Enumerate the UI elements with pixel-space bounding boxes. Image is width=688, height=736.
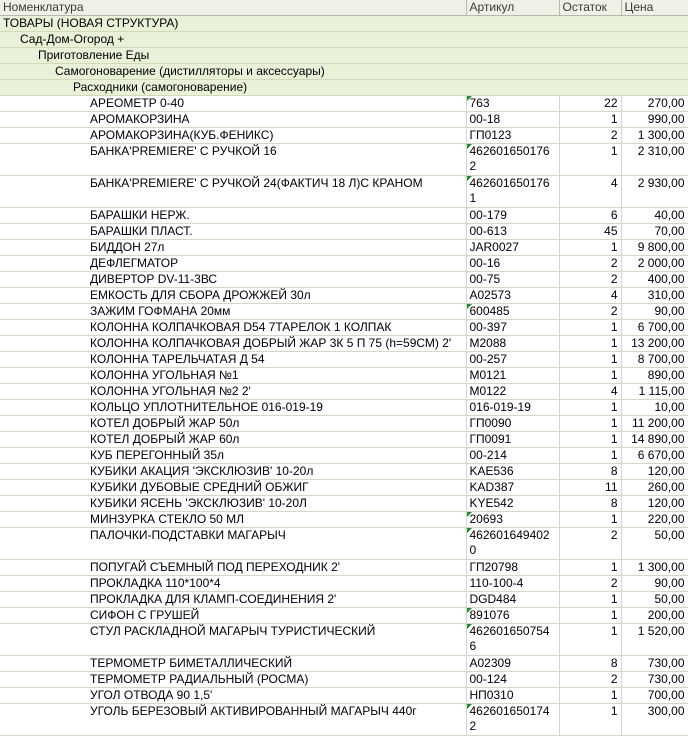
table-row[interactable] — [0, 512, 688, 528]
table-row[interactable] — [0, 288, 688, 304]
cell-price: 70,00 — [621, 224, 688, 240]
cell-article: DGD484 — [466, 592, 559, 608]
cell-article: 00-397 — [466, 320, 559, 336]
table-row[interactable] — [0, 112, 688, 128]
cell-article: 00-16 — [466, 256, 559, 272]
cell-name: БАНКА'PREMIERE' С РУЧКОЙ 16 — [0, 144, 466, 176]
cell-name: БАНКА'PREMIERE' С РУЧКОЙ 24(ФАКТИЧ 18 Л)С КРАНОМ — [0, 176, 466, 208]
cell-price: 6 670,00 — [621, 448, 688, 464]
cell-stock: 1 — [559, 368, 621, 384]
cell-price: 730,00 — [621, 672, 688, 688]
cell-price: 260,00 — [621, 480, 688, 496]
table-row[interactable] — [0, 656, 688, 672]
cell-price: 90,00 — [621, 304, 688, 320]
cell-price: 120,00 — [621, 496, 688, 512]
cell-price: 50,00 — [621, 592, 688, 608]
cell-article: M0121 — [466, 368, 559, 384]
cell-article: 00-18 — [466, 112, 559, 128]
cell-name: АРОМАКОРЗИНА — [0, 112, 466, 128]
column-header-stock[interactable]: Остаток — [559, 0, 621, 16]
cell-price: 40,00 — [621, 208, 688, 224]
table-row[interactable] — [0, 368, 688, 384]
cell-price: 50,00 — [621, 528, 688, 560]
group-label: Расходники (самогоноварение) — [0, 80, 688, 96]
cell-stock: 1 — [559, 112, 621, 128]
cell-name: КУБИКИ ДУБОВЫЕ СРЕДНИЙ ОБЖИГ — [0, 480, 466, 496]
cell-stock: 2 — [559, 128, 621, 144]
cell-price: 6 700,00 — [621, 320, 688, 336]
cell-price: 120,00 — [621, 464, 688, 480]
table-row[interactable] — [0, 240, 688, 256]
cell-price: 700,00 — [621, 688, 688, 704]
cell-article: 00-179 — [466, 208, 559, 224]
cell-name: ПРОКЛАДКА ДЛЯ КЛАМП-СОЕДИНЕНИЯ 2' — [0, 592, 466, 608]
cell-article: 4626016501761 — [466, 176, 559, 208]
cell-article: 00-75 — [466, 272, 559, 288]
cell-name: АРЕОМЕТР 0-40 — [0, 96, 466, 112]
cell-stock: 1 — [559, 688, 621, 704]
cell-price: 14 890,00 — [621, 432, 688, 448]
table-row[interactable] — [0, 336, 688, 352]
cell-article: ГП0123 — [466, 128, 559, 144]
cell-stock: 6 — [559, 208, 621, 224]
table-row[interactable] — [0, 208, 688, 224]
cell-price: 730,00 — [621, 656, 688, 672]
column-header-name[interactable]: Номенклатура — [0, 0, 466, 16]
cell-article: ГП20798 — [466, 560, 559, 576]
table-row[interactable] — [0, 704, 688, 736]
cell-article: M0122 — [466, 384, 559, 400]
cell-price: 890,00 — [621, 368, 688, 384]
cell-price: 220,00 — [621, 512, 688, 528]
cell-name: КОЛЬЦО УПЛОТНИТЕЛЬНОЕ 016-019-19 — [0, 400, 466, 416]
cell-price: 90,00 — [621, 576, 688, 592]
cell-stock: 2 — [559, 528, 621, 560]
group-row[interactable] — [0, 32, 688, 48]
cell-stock: 1 — [559, 144, 621, 176]
column-header-price[interactable]: Цена — [621, 0, 688, 16]
cell-article: НП0310 — [466, 688, 559, 704]
cell-stock: 1 — [559, 240, 621, 256]
cell-article: KAE536 — [466, 464, 559, 480]
cell-article: A02309 — [466, 656, 559, 672]
cell-price: 11 200,00 — [621, 416, 688, 432]
table-row[interactable] — [0, 608, 688, 624]
group-row[interactable] — [0, 16, 688, 32]
cell-stock: 1 — [559, 512, 621, 528]
cell-article: M2088 — [466, 336, 559, 352]
cell-name: СТУЛ РАСКЛАДНОЙ МАГАРЫЧ ТУРИСТИЧЕСКИЙ — [0, 624, 466, 656]
cell-price: 310,00 — [621, 288, 688, 304]
cell-price: 200,00 — [621, 608, 688, 624]
cell-price: 10,00 — [621, 400, 688, 416]
cell-price: 300,00 — [621, 704, 688, 736]
cell-name: БАРАШКИ НЕРЖ. — [0, 208, 466, 224]
cell-name: БАРАШКИ ПЛАСТ. — [0, 224, 466, 240]
cell-name: КОТЕЛ ДОБРЫЙ ЖАР 60л — [0, 432, 466, 448]
table-row[interactable] — [0, 464, 688, 480]
cell-stock: 4 — [559, 288, 621, 304]
cell-name: ДЕФЛЕГМАТОР — [0, 256, 466, 272]
cell-stock: 8 — [559, 656, 621, 672]
table-row[interactable] — [0, 400, 688, 416]
cell-name: ТЕРМОМЕТР РАДИАЛЬНЫЙ (РОСМА) — [0, 672, 466, 688]
cell-stock: 22 — [559, 96, 621, 112]
cell-name: МИНЗУРКА СТЕКЛО 50 МЛ — [0, 512, 466, 528]
cell-name: ПОПУГАЙ СЪЕМНЫЙ ПОД ПЕРЕХОДНИК 2' — [0, 560, 466, 576]
table-row[interactable] — [0, 528, 688, 560]
cell-price: 9 800,00 — [621, 240, 688, 256]
cell-article: A02573 — [466, 288, 559, 304]
cell-stock: 1 — [559, 416, 621, 432]
cell-stock: 1 — [559, 448, 621, 464]
table-row[interactable] — [0, 256, 688, 272]
group-label: Приготовление Еды — [0, 48, 688, 64]
cell-stock: 2 — [559, 272, 621, 288]
group-label: ТОВАРЫ (НОВАЯ СТРУКТУРА) — [0, 16, 688, 32]
cell-name: КОТЕЛ ДОБРЫЙ ЖАР 50л — [0, 416, 466, 432]
table-row[interactable] — [0, 496, 688, 512]
cell-stock: 4 — [559, 176, 621, 208]
cell-article: 00-214 — [466, 448, 559, 464]
cell-name: СИФОН С ГРУШЕЙ — [0, 608, 466, 624]
cell-price: 13 200,00 — [621, 336, 688, 352]
group-row[interactable] — [0, 80, 688, 96]
cell-stock: 45 — [559, 224, 621, 240]
cell-name: КУБ ПЕРЕГОННЫЙ 35л — [0, 448, 466, 464]
table-row[interactable] — [0, 352, 688, 368]
cell-stock: 1 — [559, 320, 621, 336]
cell-stock: 4 — [559, 384, 621, 400]
cell-article: 4626016507546 — [466, 624, 559, 656]
cell-name: АРОМАКОРЗИНА(КУБ.ФЕНИКС) — [0, 128, 466, 144]
cell-name: БИДДОН 27л — [0, 240, 466, 256]
cell-stock: 2 — [559, 576, 621, 592]
cell-article: 4626016501742 — [466, 704, 559, 736]
cell-name: КУБИКИ ЯСЕНЬ 'ЭКСКЛЮЗИВ' 10-20Л — [0, 496, 466, 512]
table-row[interactable] — [0, 416, 688, 432]
table-row[interactable] — [0, 272, 688, 288]
table-row[interactable] — [0, 688, 688, 704]
table-row[interactable] — [0, 176, 688, 208]
cell-price: 1 300,00 — [621, 560, 688, 576]
cell-name: ДИВЕРТОР DV-11-3ВС — [0, 272, 466, 288]
cell-stock: 8 — [559, 496, 621, 512]
cell-article: 00-613 — [466, 224, 559, 240]
table-row[interactable] — [0, 432, 688, 448]
table-row[interactable] — [0, 672, 688, 688]
table-row[interactable] — [0, 592, 688, 608]
cell-article: KAD387 — [466, 480, 559, 496]
cell-name: УГОЛ ОТВОДА 90 1,5' — [0, 688, 466, 704]
cell-name: ПРОКЛАДКА 110*100*4 — [0, 576, 466, 592]
table-row[interactable] — [0, 560, 688, 576]
cell-article: 110-100-4 — [466, 576, 559, 592]
cell-article: 763 — [466, 96, 559, 112]
column-header-article[interactable]: Артикул — [466, 0, 559, 16]
cell-article: 4626016501762 — [466, 144, 559, 176]
cell-price: 2 310,00 — [621, 144, 688, 176]
cell-article: KYE542 — [466, 496, 559, 512]
table-row[interactable] — [0, 144, 688, 176]
cell-stock: 1 — [559, 336, 621, 352]
cell-stock: 1 — [559, 352, 621, 368]
cell-article: 016-019-19 — [466, 400, 559, 416]
cell-price: 270,00 — [621, 96, 688, 112]
cell-stock: 1 — [559, 560, 621, 576]
cell-stock: 1 — [559, 400, 621, 416]
cell-article: 20693 — [466, 512, 559, 528]
cell-name: УГОЛЬ БЕРЕЗОВЫЙ АКТИВИРОВАННЫЙ МАГАРЫЧ 440г — [0, 704, 466, 736]
cell-stock: 8 — [559, 464, 621, 480]
table-row[interactable] — [0, 320, 688, 336]
cell-stock: 2 — [559, 304, 621, 320]
cell-name: ПАЛОЧКИ-ПОДСТАВКИ МАГАРЫЧ — [0, 528, 466, 560]
cell-article: 600485 — [466, 304, 559, 320]
table-row[interactable] — [0, 224, 688, 240]
cell-name: КОЛОННА УГОЛЬНАЯ №1 — [0, 368, 466, 384]
cell-name: КОЛОННА УГОЛЬНАЯ №2 2' — [0, 384, 466, 400]
table-row[interactable] — [0, 128, 688, 144]
cell-price: 1 115,00 — [621, 384, 688, 400]
cell-name: ТЕРМОМЕТР БИМЕТАЛЛИЧЕСКИЙ — [0, 656, 466, 672]
cell-price: 8 700,00 — [621, 352, 688, 368]
group-row[interactable] — [0, 48, 688, 64]
table-row[interactable] — [0, 304, 688, 320]
cell-price: 2 000,00 — [621, 256, 688, 272]
cell-stock: 1 — [559, 624, 621, 656]
cell-stock: 1 — [559, 704, 621, 736]
group-label: Сад-Дом-Огород + — [0, 32, 688, 48]
table-row[interactable] — [0, 384, 688, 400]
cell-article: 4626016494020 — [466, 528, 559, 560]
cell-stock: 2 — [559, 256, 621, 272]
table-row[interactable] — [0, 624, 688, 656]
cell-name: КОЛОННА ТАРЕЛЬЧАТАЯ Д 54 — [0, 352, 466, 368]
cell-article: ГП0091 — [466, 432, 559, 448]
cell-article: 00-257 — [466, 352, 559, 368]
cell-name: КУБИКИ АКАЦИЯ 'ЭКСКЛЮЗИВ' 10-20л — [0, 464, 466, 480]
cell-name: ЕМКОСТЬ ДЛЯ СБОРА ДРОЖЖЕЙ 30л — [0, 288, 466, 304]
cell-article: 00-124 — [466, 672, 559, 688]
header-row — [0, 0, 688, 16]
cell-price: 400,00 — [621, 272, 688, 288]
cell-price: 990,00 — [621, 112, 688, 128]
cell-name: ЗАЖИМ ГОФМАНА 20мм — [0, 304, 466, 320]
cell-price: 1 300,00 — [621, 128, 688, 144]
table-row[interactable] — [0, 448, 688, 464]
table-row[interactable] — [0, 96, 688, 112]
cell-article: 891076 — [466, 608, 559, 624]
cell-stock: 1 — [559, 608, 621, 624]
group-label: Самогоноварение (дистилляторы и аксессуары) — [0, 64, 688, 80]
cell-stock: 1 — [559, 432, 621, 448]
table-row[interactable] — [0, 576, 688, 592]
cell-name: КОЛОННА КОЛПАЧКОВАЯ ДОБРЫЙ ЖАР 3К 5 П 75 (h=59СМ) 2' — [0, 336, 466, 352]
cell-price: 1 520,00 — [621, 624, 688, 656]
cell-article: JAR0027 — [466, 240, 559, 256]
cell-stock: 1 — [559, 592, 621, 608]
cell-article: ГП0090 — [466, 416, 559, 432]
cell-stock: 11 — [559, 480, 621, 496]
table-row[interactable] — [0, 480, 688, 496]
cell-name: КОЛОННА КОЛПАЧКОВАЯ D54 7ТАРЕЛОК 1 КОЛПАК — [0, 320, 466, 336]
group-row[interactable] — [0, 64, 688, 80]
cell-price: 2 930,00 — [621, 176, 688, 208]
cell-stock: 2 — [559, 672, 621, 688]
